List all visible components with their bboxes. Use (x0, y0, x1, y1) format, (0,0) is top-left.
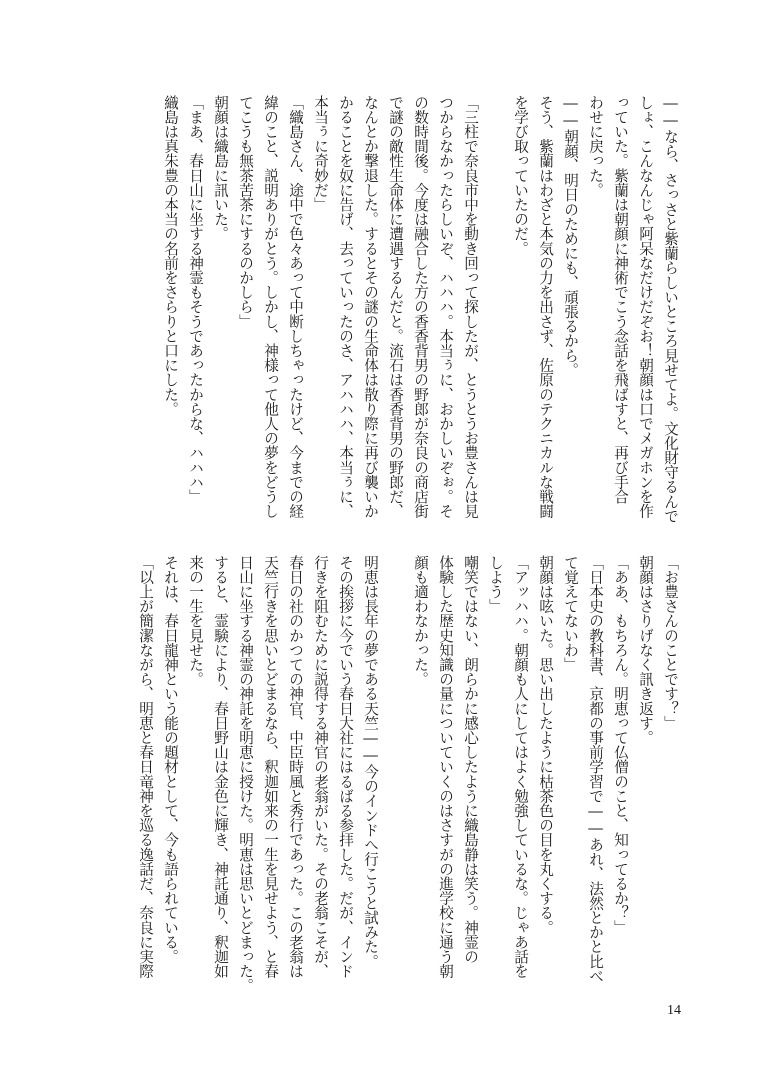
text-line: 明恵は長年の夢である天竺――今のインドへ行こうと試みた。 (362, 555, 379, 969)
text-line: ――なら、さっさと紫蘭らしいところ見せてよ。文化財守るんで (662, 95, 679, 524)
paragraph-gap (483, 95, 508, 525)
text-line: しょ、こんなんじゃ阿呆なだけだぞお！朝顔は口でメガホンを作 (637, 95, 654, 519)
text-line: 体験した歴史知識の量についていくのはさすがの進学校に通う朝 (437, 555, 454, 979)
text-line: 春日の社のかつての神官、中臣時風と秀行であった。この老翁は (287, 555, 304, 979)
text-line: そう、紫蘭はわざと本気の力を出さず、佐原のテクニカルな戦闘 (537, 95, 554, 519)
text-line: 行きを阻むために説得する神官の老翁がいた。その老翁こそが、 (312, 555, 329, 979)
text-line: 「日本史の教科書、京都の事前学習で――あれ、法然とかと比べ (587, 555, 604, 984)
text-line: しよう」 (487, 555, 504, 614)
text-line: その挨拶に今でいう春日大社にはるばる参拝した。だが、インド (337, 555, 354, 979)
text-line: 「三柱で奈良市中を動き回って探したが、とうとうお豊さんは見 (462, 95, 479, 519)
text-line: つからなかったらしいぞ、ハハハ。本当ぅに、おかしいぞぉ。そ (437, 95, 454, 519)
text-line: 「まあ、春日山に坐する神霊もそうであったからな、ハハハ」 (187, 95, 204, 504)
text-line: て覚えてないわ」 (562, 555, 579, 672)
text-line: 「お豊さんのことです？」 (662, 555, 679, 731)
text-line: てこうも無茶苦茶にするのかしら」 (237, 95, 254, 329)
text-line: 織島は真朱豊の本当の名前をさらりと口にした。 (162, 95, 179, 417)
text-line: 朝顔は呟いた。思い出したように枯茶色の目を丸くする。 (537, 555, 554, 935)
text-line: 緯のこと、説明ありがとう。しかし、神様って他人の夢をどうし (262, 95, 279, 519)
text-line: で謎の敵性生命体に遭遇するんだと。流石は香香背男の野郎だ、 (387, 95, 404, 519)
page-number: 14 (667, 1003, 681, 1018)
text-line: 「ああ、もちろん。明恵って仏僧のこと、知ってるか？」 (612, 555, 629, 935)
paragraph-gap (383, 555, 408, 985)
text-line: それは、春日龍神という能の題材として、今も語られている。 (162, 555, 179, 964)
text-line: っていた。紫蘭は朝顔に神術でこう念話を飛ばすと、再び手合 (612, 95, 629, 504)
text-line: 来の一生を見せた。 (187, 555, 204, 687)
text-line: 日山に坐する神霊の神託を明恵に授けた。明恵は思いとどまった。 (237, 555, 254, 993)
text-line: 朝顔はさりげなく訊き返す。 (637, 555, 654, 745)
text-line: を学び取っていたのだ。 (512, 95, 529, 256)
text-line: すると、霊験により、春日野山は金色に輝き、神託通り、釈迦如 (212, 555, 229, 979)
text-line: 天竺行きを思いとどまるなら、釈迦如来の一生を見せよう、と春 (262, 555, 279, 979)
text-block-bottom (133, 555, 683, 993)
text-line: の数時間後。今度は融合した方の香香背男の野郎が奈良の商店街 (412, 95, 429, 519)
text-line: 朝顔は織島に訊いた。 (212, 95, 229, 241)
text-line: かることを奴に告げ、去っていったのさ、アハハハ、本当ぅに、 (337, 95, 354, 519)
text-line: わせに戻った。 (587, 95, 604, 198)
text-line: 嘲笑ではない、朗らかに感心したように織島静は笑う。神霊の (462, 555, 479, 964)
text-block-top (158, 95, 683, 525)
text-line: 顔も適わなかった。 (412, 555, 429, 687)
text-line: 「アッハハ。朝顔も人にしてはよく勉強しているな。じゃあ話を (512, 555, 529, 979)
text-line: 本当ぅに奇妙だ」 (312, 95, 329, 212)
text-line: 「以上が簡潔ながら、明恵と春日竜神を巡る逸話だ、奈良に実際 (137, 555, 154, 979)
text-line: なんとか撃退した。するとその謎の生命体は散り際に再び襲いか (362, 95, 379, 519)
text-line: 「織島さん、途中で色々あって中断しちゃったけど、今までの経 (287, 95, 304, 519)
text-line: ――朝顔、明日のためにも、頑張るから。 (562, 95, 579, 378)
